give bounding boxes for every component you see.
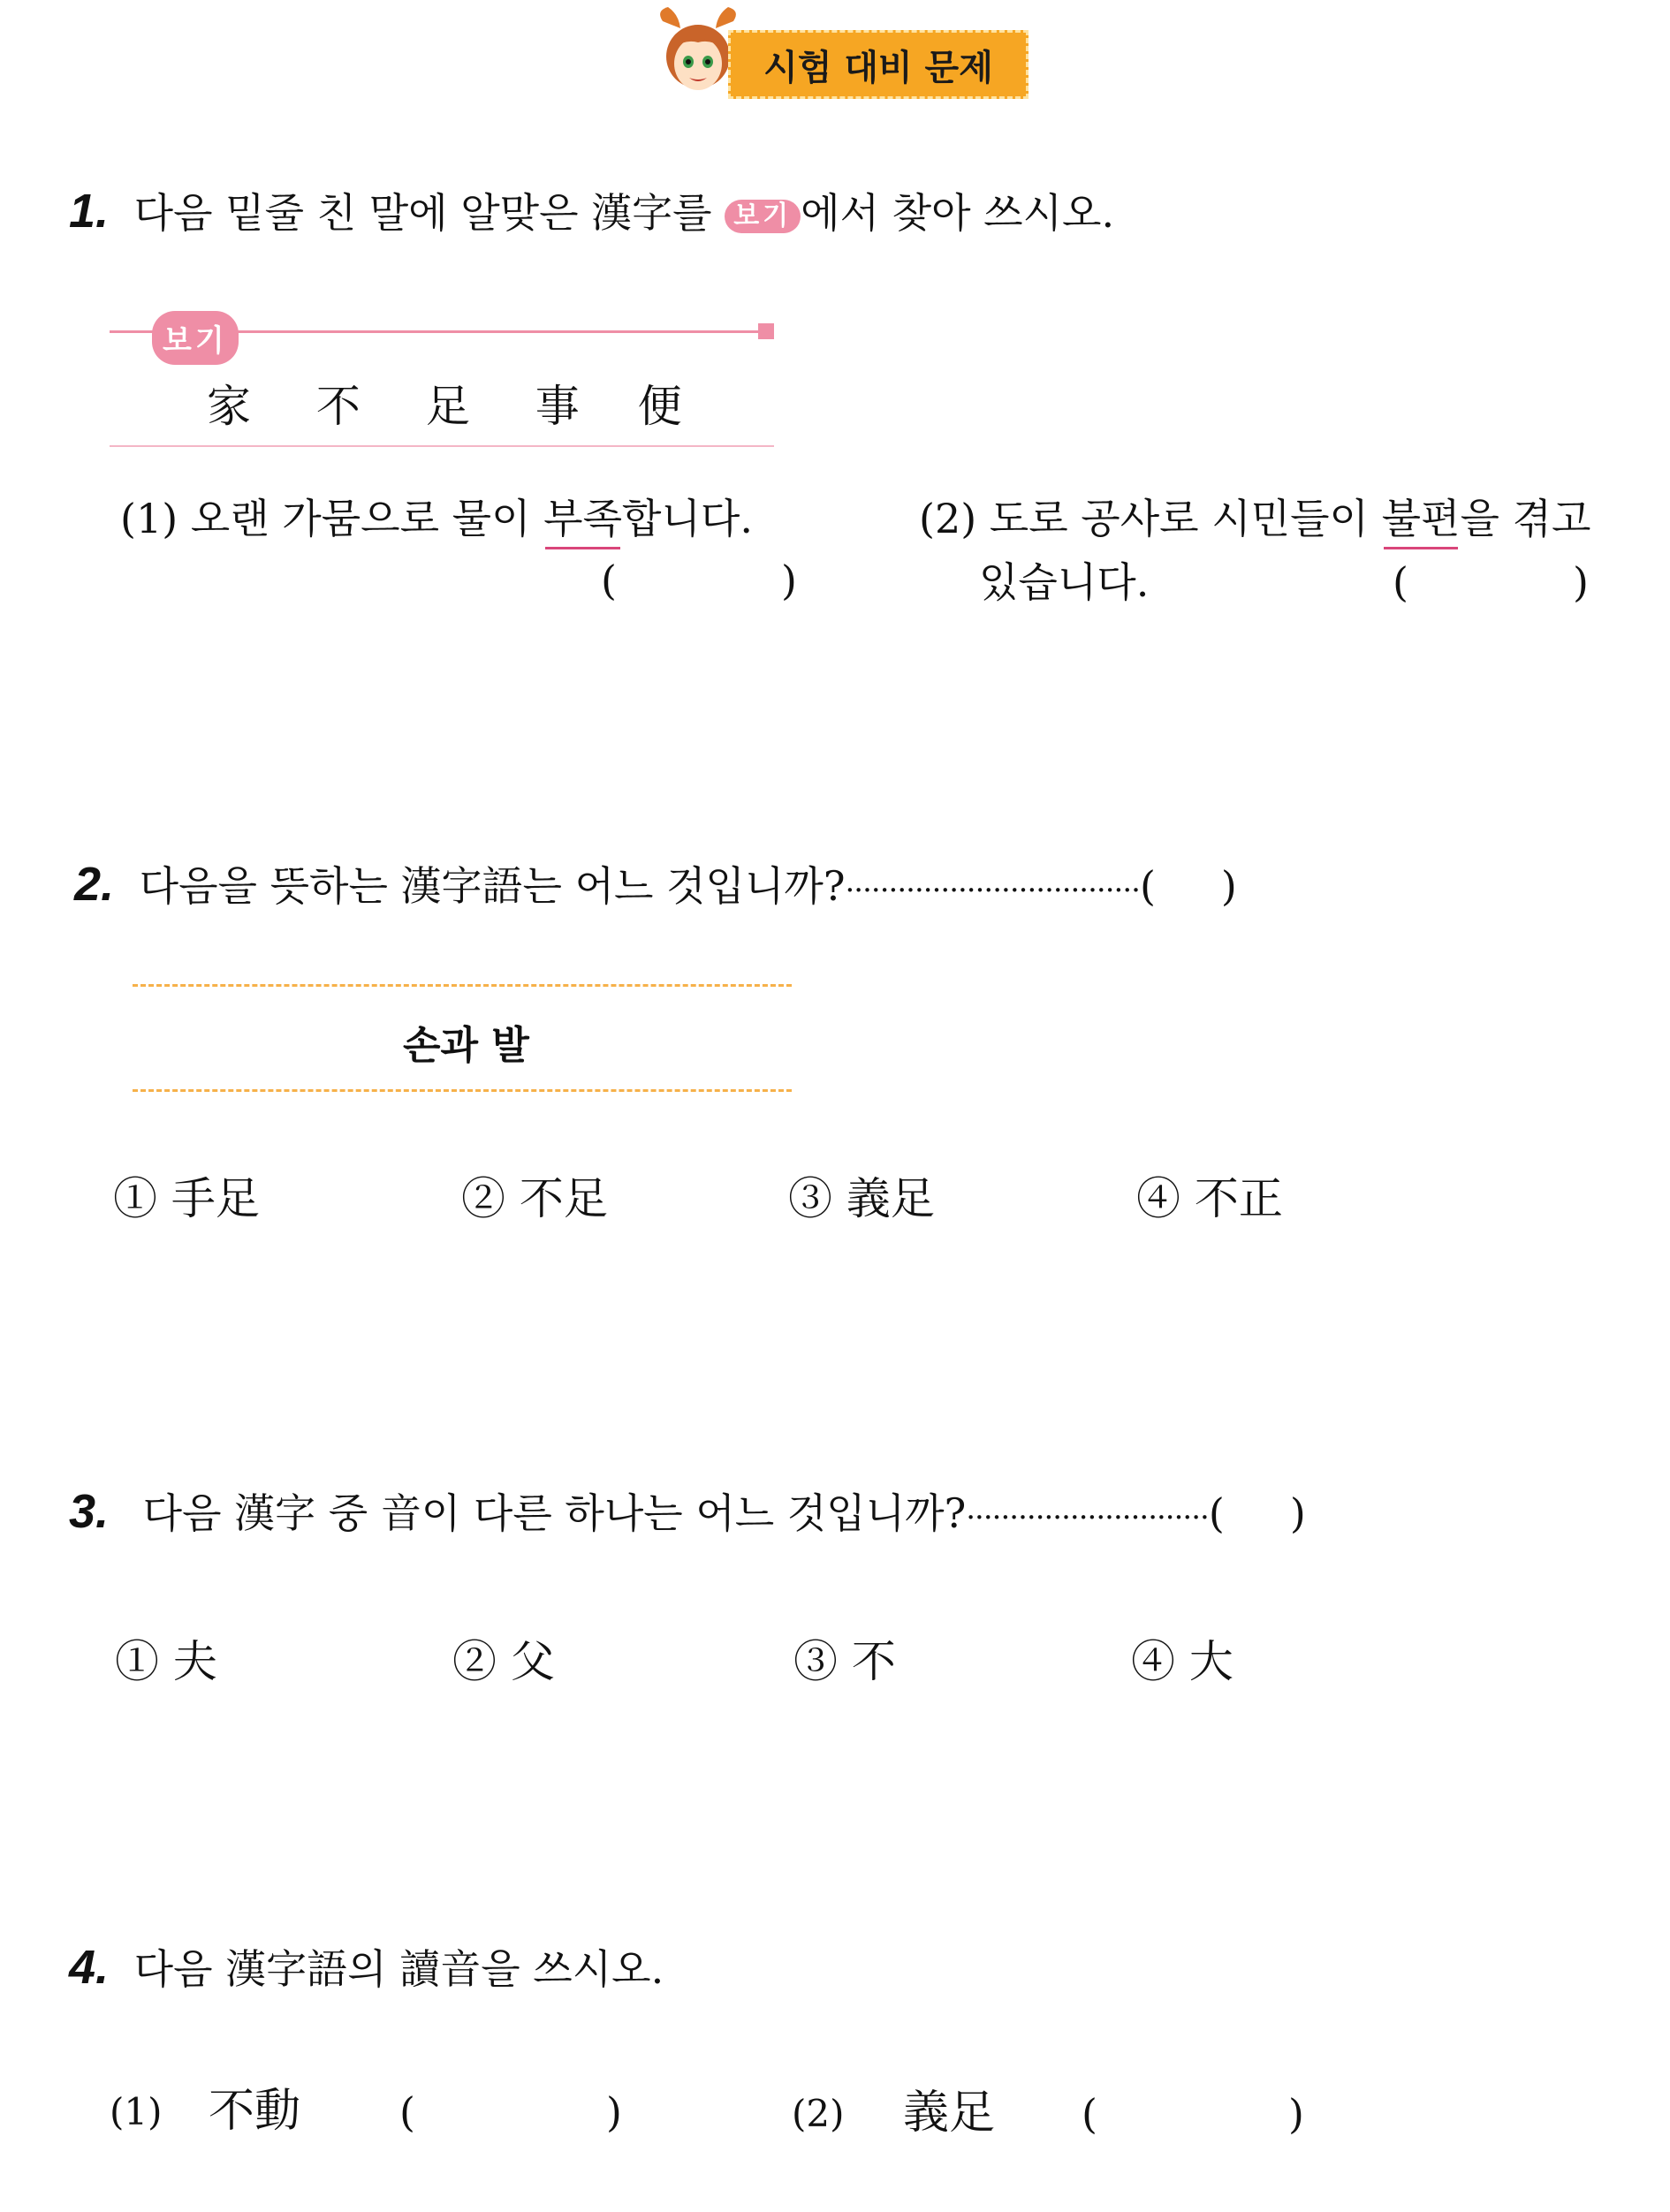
answer-paren-close: ) bbox=[781, 557, 797, 604]
bogi-item: 便 bbox=[637, 381, 682, 432]
question-number: 4. bbox=[69, 1941, 110, 1994]
option-3[interactable]: ③ 義足 bbox=[788, 1173, 935, 1224]
answer-paren-close: ) bbox=[606, 2088, 622, 2136]
dot-leader: ·································· bbox=[845, 873, 1140, 908]
option-2[interactable]: ② 父 bbox=[452, 1636, 555, 1687]
bogi-end-square bbox=[758, 323, 774, 339]
sub-label: (2) bbox=[792, 2092, 845, 2135]
answer-paren-open: ( bbox=[399, 2088, 415, 2136]
question-text: 다음 漢字語의 讀音을 쓰시오. bbox=[133, 1945, 664, 1993]
sub-label: (2) bbox=[919, 495, 977, 542]
underlined-word: 불편 bbox=[1381, 495, 1461, 542]
question-number: 1. bbox=[69, 185, 110, 238]
question-text: 다음을 뜻하는 漢字語는 어느 것입니까? bbox=[139, 862, 846, 910]
sub-text-line2: 있습니다. bbox=[979, 558, 1150, 606]
answer-paren-close: ) bbox=[1288, 2090, 1304, 2138]
answer-paren-close: ) bbox=[1573, 558, 1589, 606]
answer-paren-open: ( bbox=[601, 557, 617, 604]
bogi-item: 不 bbox=[315, 381, 361, 432]
option-3[interactable]: ③ 不 bbox=[793, 1636, 896, 1687]
answer-paren-close: ) bbox=[1220, 862, 1237, 910]
page-title: 시험 대비 문제 bbox=[763, 47, 993, 88]
meaning-box bbox=[133, 984, 792, 1092]
answer-paren-open: ( bbox=[1393, 558, 1408, 606]
question-4 bbox=[69, 1941, 664, 1994]
hanja-word: 義足 bbox=[903, 2087, 996, 2140]
q1-sub2 bbox=[919, 495, 1591, 542]
option-1[interactable]: ① 手足 bbox=[113, 1173, 260, 1224]
bogi-item: 事 bbox=[535, 381, 580, 432]
question-1 bbox=[69, 185, 1115, 238]
question-2 bbox=[74, 858, 1237, 911]
bogi-items bbox=[207, 371, 682, 435]
sub-text-end: 을 겪고 bbox=[1460, 495, 1591, 542]
sub-text-end: 합니다. bbox=[622, 495, 753, 542]
answer-paren-open: ( bbox=[1139, 862, 1156, 910]
bogi-item: 足 bbox=[425, 381, 470, 432]
option-4[interactable]: ④ 不正 bbox=[1136, 1173, 1283, 1224]
bogi-badge: 보기 bbox=[725, 200, 801, 233]
underlined-word: 부족 bbox=[543, 495, 623, 542]
answer-paren-open: ( bbox=[1208, 1489, 1225, 1537]
question-number: 2. bbox=[74, 858, 115, 911]
bogi-label: 보기 bbox=[152, 311, 239, 365]
question-3 bbox=[69, 1485, 1306, 1538]
meaning-text: 손과 발 bbox=[403, 1023, 529, 1068]
sub-text: 오랜 가뭄으로 물이 bbox=[190, 495, 544, 542]
option-2[interactable]: ② 不足 bbox=[461, 1173, 608, 1224]
option-1[interactable]: ① 夫 bbox=[115, 1636, 217, 1687]
question-text: 다음 漢字 중 音이 다른 하나는 어느 것입니까? bbox=[142, 1489, 967, 1537]
answer-paren-open: ( bbox=[1082, 2090, 1097, 2138]
question-text-end: 에서 찾아 쓰시오. bbox=[801, 189, 1115, 237]
dot-leader: ···························· bbox=[966, 1500, 1209, 1535]
bogi-bottom-line bbox=[110, 445, 774, 447]
answer-paren-close: ) bbox=[1289, 1489, 1306, 1537]
header bbox=[654, 4, 1051, 101]
bogi-item: 家 bbox=[207, 381, 251, 432]
sub-text: 도로 공사로 시민들이 bbox=[989, 495, 1382, 542]
hanja-word: 不動 bbox=[209, 2085, 301, 2138]
header-title-box bbox=[728, 30, 1029, 99]
sub-label: (1) bbox=[110, 2090, 163, 2133]
q1-sub1 bbox=[120, 495, 753, 542]
sub-label: (1) bbox=[120, 495, 178, 542]
bogi-box bbox=[110, 311, 774, 449]
question-text: 다음 밑줄 친 말에 알맞은 漢字를 bbox=[133, 189, 725, 237]
option-4[interactable]: ④ 大 bbox=[1131, 1636, 1234, 1687]
question-number: 3. bbox=[69, 1485, 110, 1538]
